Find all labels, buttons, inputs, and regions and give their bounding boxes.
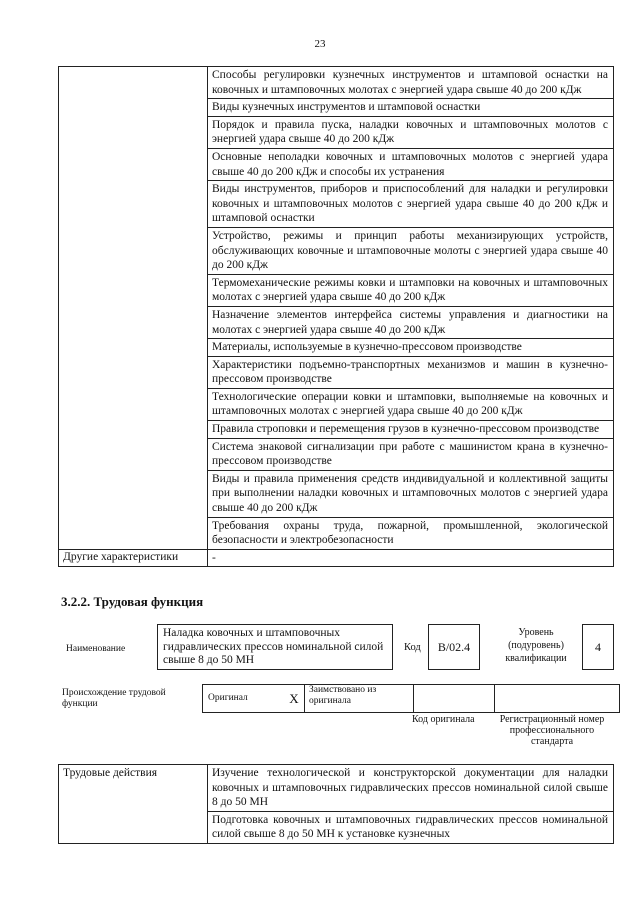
table-row: Характеристики подъемно-транспортных механизмов и машин в кузнечно-прессовом производстве xyxy=(208,356,614,388)
reg-caption: Регистрационный номер профессионального стандарта xyxy=(499,714,605,747)
table-row: Термомеханические режимы ковки и штамповки на ковочных и штамповочных молотах с энергией удара свыше 40 до 200 кДж xyxy=(208,274,614,306)
original-mark: X xyxy=(284,685,305,713)
table-row: Способы регулировки кузнечных инструментов и штамповой оснастки на ковочных и штамповочных молотах с энергией удара свыше 40 до 200 кДж xyxy=(208,67,614,99)
labor-actions-table xyxy=(58,764,614,844)
origin-table xyxy=(202,684,620,713)
table-row: Технологические операции ковки и штамповки, выполняемые на ковочных и штамповочных молотах с энергией удара свыше 40 до 200 кДж xyxy=(208,388,614,420)
table-row: Назначение элементов интерфейса системы управления и диагностики на молотах с энергией удара свыше 40 до 200 кДж xyxy=(208,306,614,338)
code-caption: Код оригинала xyxy=(412,714,475,725)
knowledge-table xyxy=(58,66,614,567)
function-name-box: Наладка ковочных и штамповочных гидравлических прессов номинальной силой свыше 8 до 50 МН xyxy=(157,624,393,670)
origin-label: Происхождение трудовой функции xyxy=(62,688,166,709)
table-row: Виды кузнечных инструментов и штамповой оснастки xyxy=(208,99,614,117)
other-characteristics-label: Другие характеристики xyxy=(59,549,208,567)
section-heading: 3.2.2. Трудовая функция xyxy=(61,594,204,609)
level-box: 4 xyxy=(582,624,614,670)
table-row: Изучение технологической и конструкторской документации для наладки ковочных и штамповочных гидравлических прессов номинальной силой свыше 8 до 50 МН xyxy=(208,765,614,812)
table-row: Система знаковой сигнализации при работе с машинистом крана в кузнечно-прессовом производстве xyxy=(208,438,614,470)
table-row: Подготовка ковочных и штамповочных гидравлических прессов номинальной силой свыше 8 до 50 МН к установке кузнечных xyxy=(208,811,614,843)
reg-number-cell xyxy=(495,685,620,713)
knowledge-label-cell xyxy=(59,67,208,550)
table-row: Порядок и правила пуска, наладки ковочных и штамповочных молотов с энергией удара свыше 40 до 200 кДж xyxy=(208,116,614,148)
origin-code-cell xyxy=(414,685,495,713)
table-row: Виды инструментов, приборов и приспособлений для наладки и регулировки ковочных и штамповочных молотов с энергией удара свыше 40 до 200 кДж и штамповой оснастки xyxy=(208,181,614,228)
table-row: Виды и правила применения средств индивидуальной и коллективной защиты при выполнении наладки ковочных и штамповочных молотов с энергией удара свыше 40 до 200 кДж xyxy=(208,470,614,517)
table-row: Правила строповки и перемещения грузов в кузнечно-прессовом производстве xyxy=(208,421,614,439)
original-label: Оригинал xyxy=(203,685,285,713)
name-label: Наименование xyxy=(66,644,126,654)
borrowed-label: Заимствовано из оригинала xyxy=(305,685,414,713)
table-row: Основные неполадки ковочных и штамповочных молотов с энергией удара свыше 40 до 200 кДж и способы их устранения xyxy=(208,148,614,180)
function-code-box: B/02.4 xyxy=(428,624,480,670)
page-number: 23 xyxy=(314,38,326,50)
table-row: Материалы, используемые в кузнечно-прессовом производстве xyxy=(208,339,614,357)
table-row: Требования охраны труда, пожарной, промышленной, экологической безопасности и электробезопасности xyxy=(208,517,614,549)
other-characteristics-value: - xyxy=(208,549,614,567)
labor-actions-label: Трудовые действия xyxy=(59,765,208,844)
table-row: Устройство, режимы и принцип работы механизирующих устройств, обслуживающих ковочные и штамповочные молоты с энергией удара свыше 40 до 200 кДж xyxy=(208,227,614,274)
code-label: Код xyxy=(404,642,421,653)
level-label: Уровень (подуровень) квалификации xyxy=(505,627,567,664)
